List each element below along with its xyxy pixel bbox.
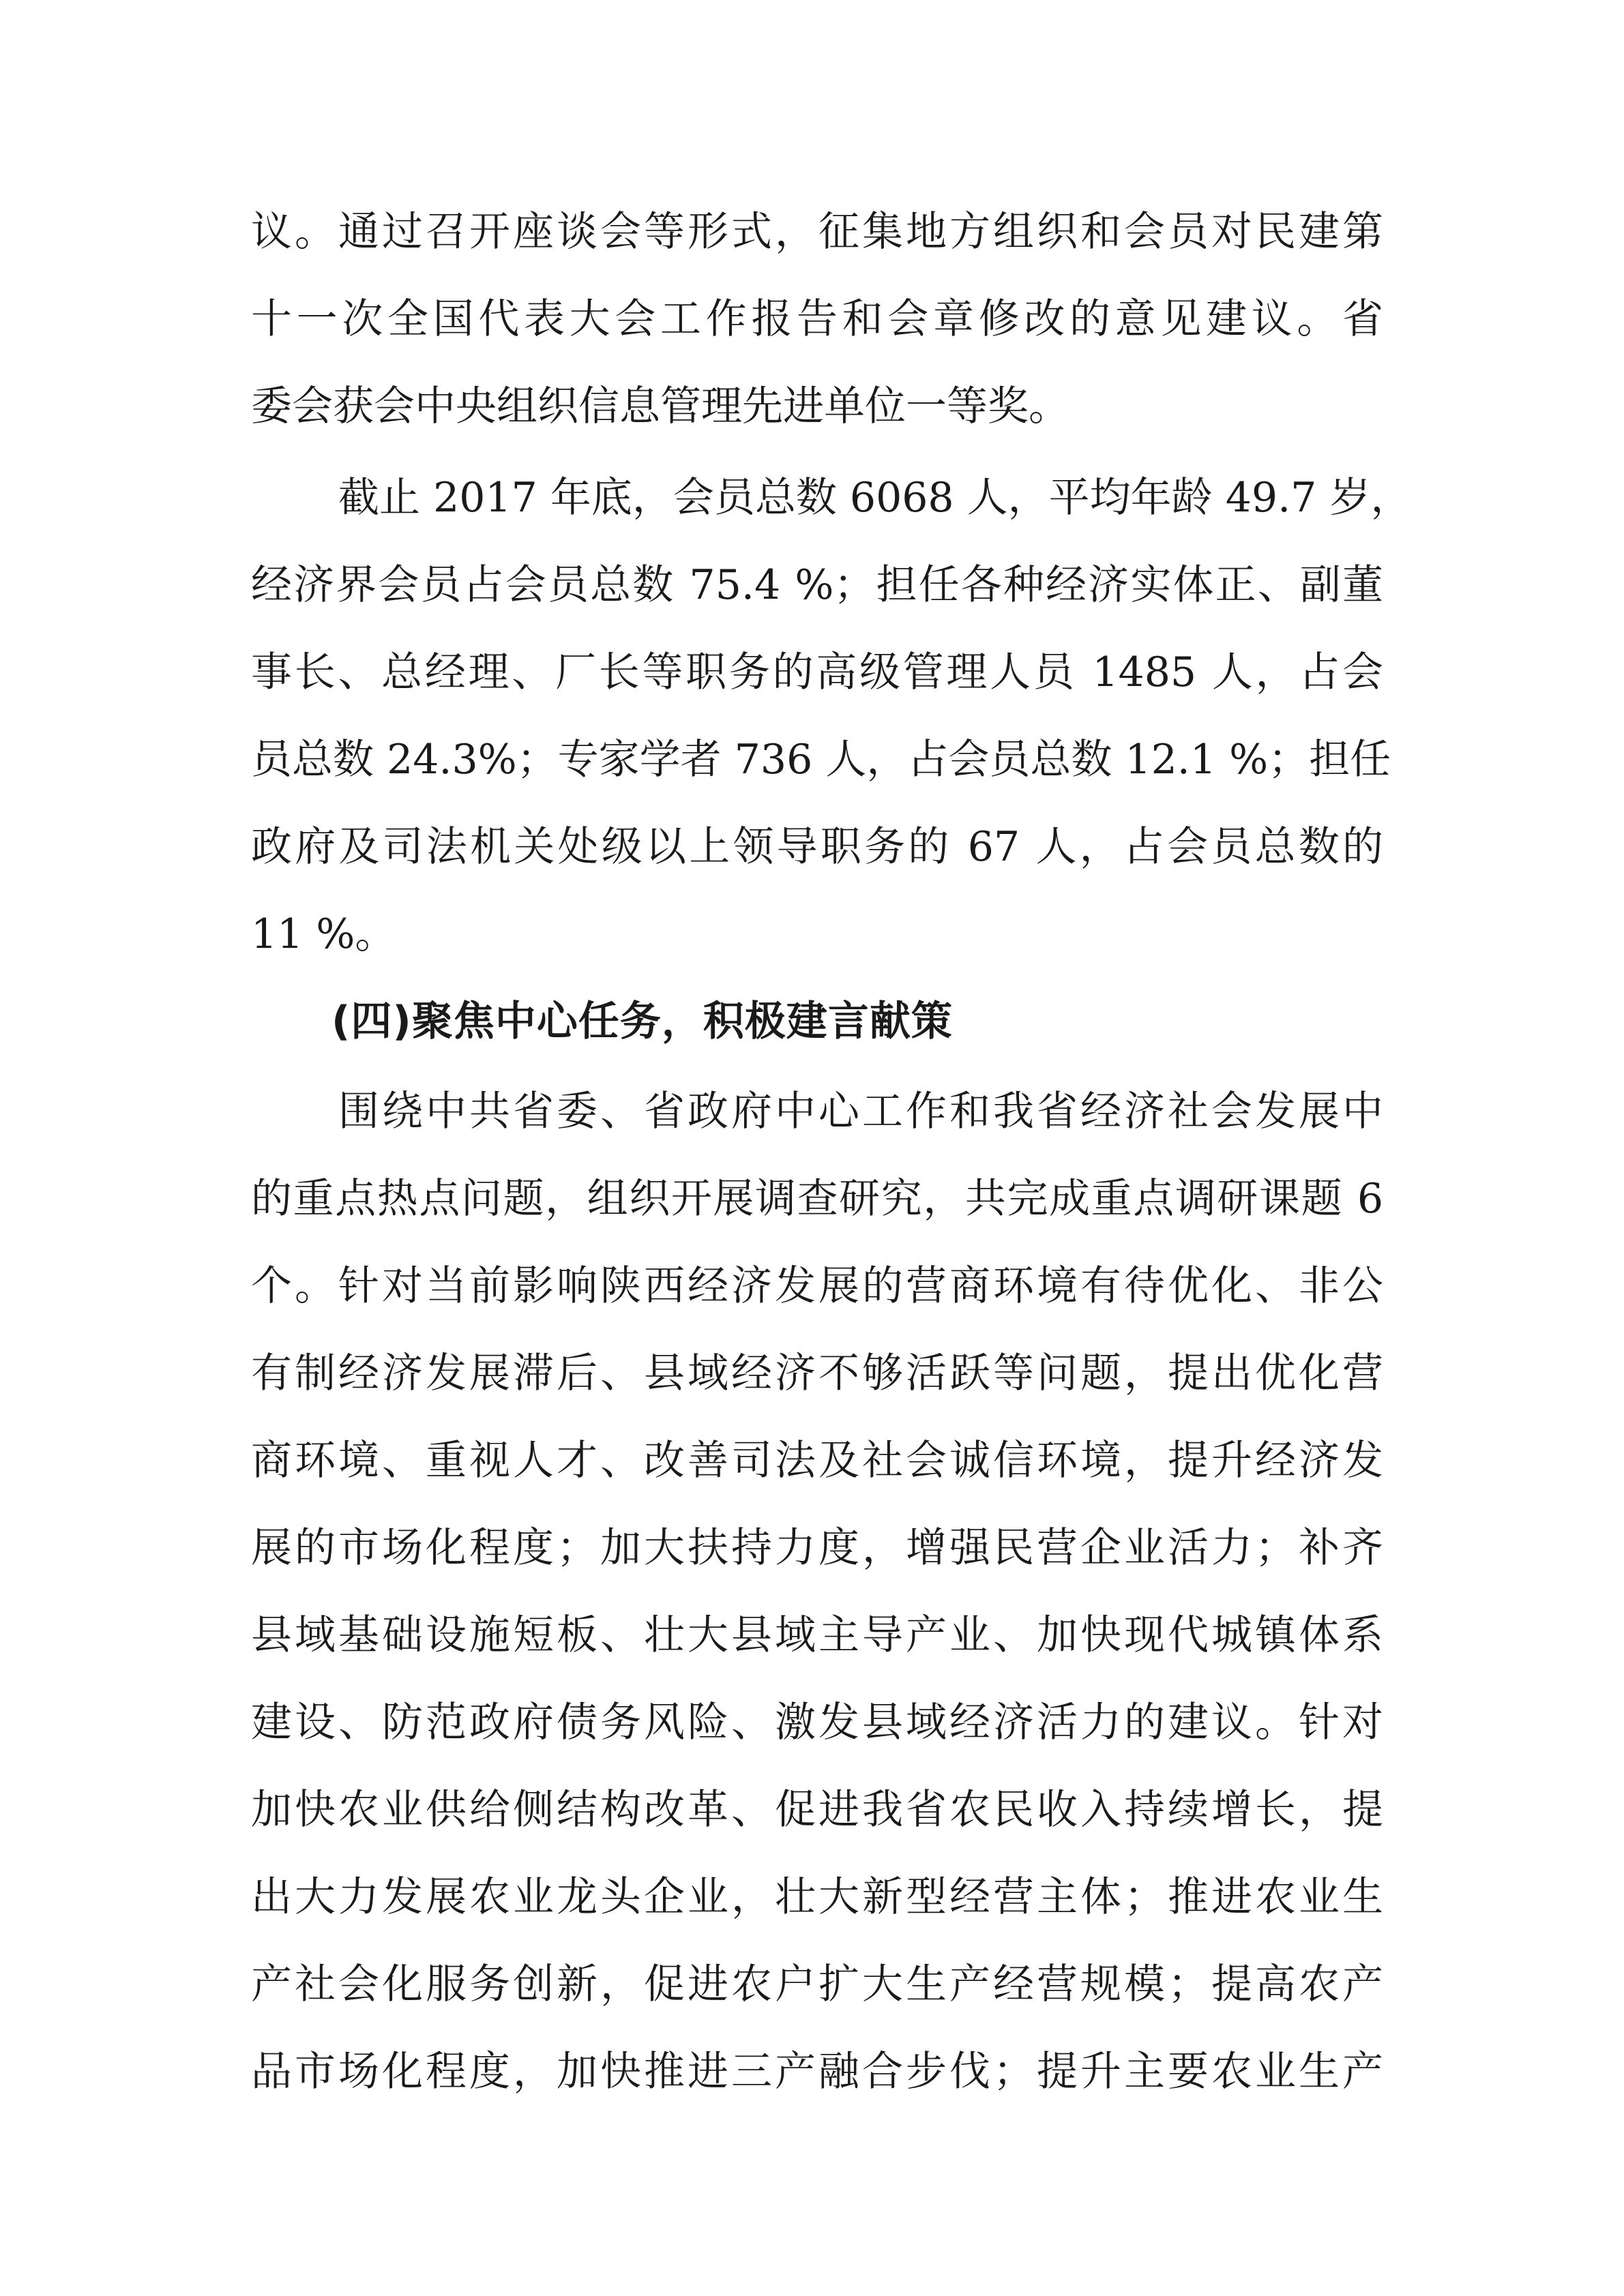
text-line: 的重点热点问题，组织开展调查研究，共完成重点调研课题 6 [251,1175,1383,1223]
text-line: 产社会化服务创新，促进农户扩大生产经营规模；提高农产 [251,1960,1383,2008]
text-line: 展的市场化程度；加大扶持力度，增强民营企业活力；补齐 [251,1524,1383,1572]
text-line: 出大力发展农业龙头企业，壮大新型经营主体；推进农业生 [251,1873,1383,1921]
text-line: 建设、防范政府债务风险、激发县域经济活力的建议。针对 [251,1699,1383,1746]
text-line: 政府及司法机关处级以上领导职务的 67 人，占会员总数的 [251,823,1383,871]
text-line: 截止 2017 年底，会员总数 6068 人，平均年龄 49.7 岁， [338,474,1412,522]
text-line: 个。针对当前影响陕西经济发展的营商环境有待优化、非公 [251,1262,1383,1310]
text-line: 经济界会员占会员总数 75.4 %；担任各种经济实体正、副董 [251,561,1383,609]
text-line: 商环境、重视人才、改善司法及社会诚信环境，提升经济发 [251,1437,1383,1485]
text-line: 事长、总经理、厂长等职务的高级管理人员 1485 人，占会 [251,648,1383,696]
text-line: 加快农业供给侧结构改革、促进我省农民收入持续增长，提 [251,1786,1383,1834]
text-line: 有制经济发展滞后、县域经济不够活跃等问题，提出优化营 [251,1350,1383,1397]
text-line: 县域基础设施短板、壮大县域主导产业、加快现代城镇体系 [251,1611,1383,1659]
text-line: 委会获会中央组织信息管理先进单位一等奖。 [251,383,1069,430]
text-line: 十一次全国代表大会工作报告和会章修改的意见建议。省 [251,295,1383,343]
text-line: 11 %。 [251,910,396,958]
section-heading: (四)聚焦中心任务，积极建言献策 [331,998,953,1045]
text-line: 议。通过召开座谈会等形式，征集地方组织和会员对民建第 [251,208,1383,256]
text-line: 员总数 24.3%；专家学者 736 人，占会员总数 12.1 %；担任 [251,736,1391,784]
text-line: 品市场化程度，加快推进三产融合步伐；提升主要农业生产 [251,2048,1383,2096]
text-line: 围绕中共省委、省政府中心工作和我省经济社会发展中 [338,1088,1383,1135]
